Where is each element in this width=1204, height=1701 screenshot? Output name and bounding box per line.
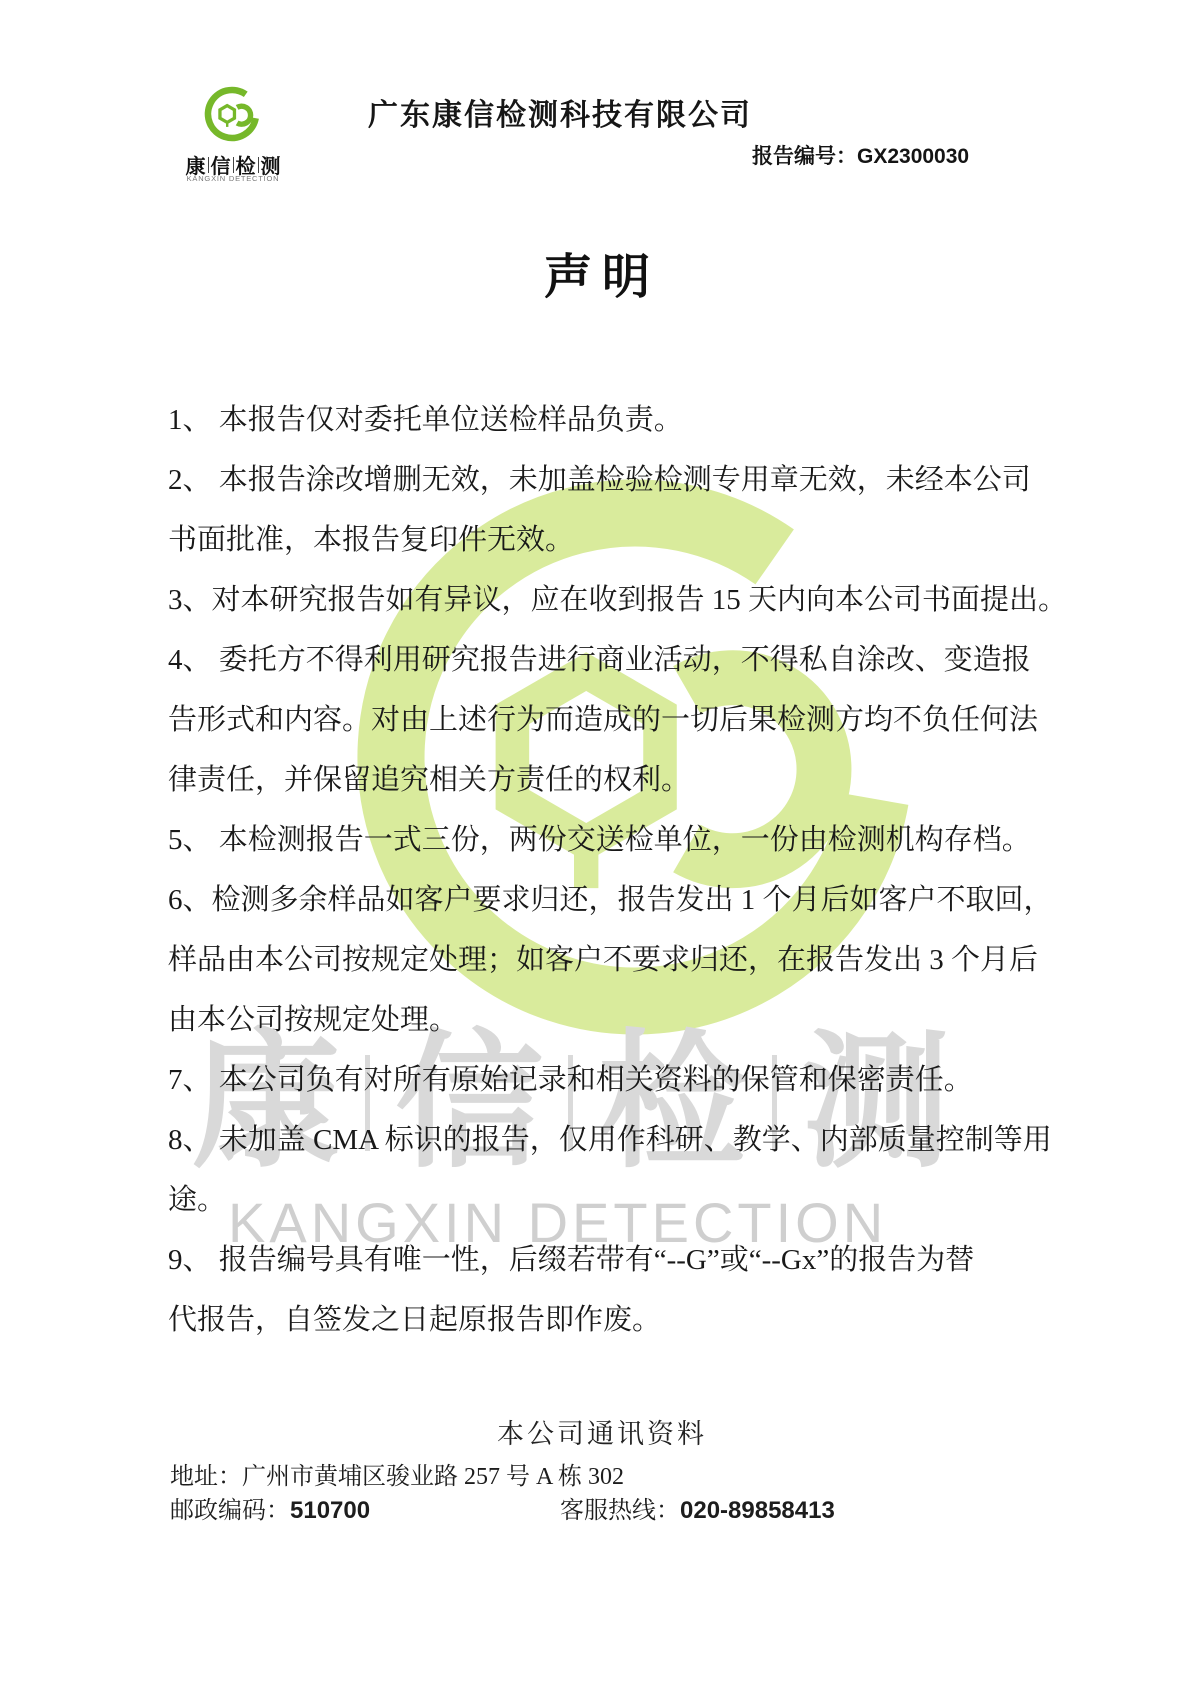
logo-separator [233,157,234,173]
address-label: 地址： [170,1464,242,1490]
statement-line: 2、 本报告涂改增删无效，未加盖检验检测专用章无效，未经本公司 [168,464,1031,496]
statement-line: 样品由本公司按规定处理；如客户不要求归还，在报告发出 3 个月后 [168,944,1039,976]
statement-line: 6、检测多余样品如客户要求归还，报告发出 1 个月后如客户不取回， [168,884,1053,916]
postcode-label: 邮政编码： [170,1498,290,1524]
watermark-char: 检 [598,1020,747,1185]
address-value: 广州市黄埔区骏业路 257 号 A 栋 302 [242,1464,625,1490]
postcode-value: 510700 [290,1497,371,1524]
company-name: 广东康信检测科技有限公司 [368,99,752,132]
logo-char: 信 [210,156,231,178]
statement-line: 告形式和内容。对由上述行为而造成的一切后果检测方均不负任何法 [168,704,1039,736]
report-number-value: GX2300030 [857,145,970,168]
watermark-char: 信 [395,1020,544,1185]
statement-line: 代报告，自签发之日起原报告即作废。 [168,1304,662,1336]
statement-line: 律责任，并保留追究相关方责任的权利。 [168,764,691,796]
statement-line: 5、 本检测报告一式三份，两份交送检单位，一份由检测机构存档。 [168,824,1031,856]
watermark-en-text: KANGXIN DETECTION [228,1191,888,1254]
statement-line: 3、对本研究报告如有异议，应在收到报告 15 天内向本公司书面提出。 [168,584,1068,616]
address-line [170,1456,624,1491]
statement-line: 途。 [168,1184,227,1216]
report-number [752,140,1052,170]
logo-separator [258,157,259,173]
postcode-line [170,1490,370,1525]
watermark-char: 测 [801,1020,950,1185]
hotline-label: 客服热线： [560,1498,680,1524]
statement-line: 由本公司按规定处理。 [168,1004,459,1036]
logo-en-text: KANGXIN DETECTION [186,174,280,183]
watermark-char: 康 [192,1020,340,1185]
statement-line: 8、 未加盖 CMA 标识的报告，仅用作科研、教学、内部质量控制等用 [168,1124,1052,1156]
logo-char: 康 [185,156,206,178]
logo-separator [208,157,209,173]
statement-line: 1、 本报告仅对委托单位送检样品负责。 [168,404,683,436]
contact-heading: 本公司通讯资料 [497,1419,707,1449]
page-title: 声明 [543,251,660,304]
hotline-line [560,1490,835,1525]
hotline-value: 020-89858413 [680,1497,835,1524]
statement-line: 4、 委托方不得利用研究报告进行商业活动，不得私自涂改、变造报 [168,644,1031,676]
statement-line: 书面批准，本报告复印件无效。 [168,524,575,556]
logo-char: 检 [235,156,256,178]
statement-line: 9、 报告编号具有唯一性，后缀若带有“--G”或“--Gx”的报告为替 [168,1244,975,1276]
logo-char: 测 [260,156,281,178]
statements-block [168,390,1068,1350]
statement-line: 7、 本公司负有对所有原始记录和相关资料的保管和保密责任。 [168,1064,973,1096]
report-number-label: 报告编号： [752,144,857,168]
